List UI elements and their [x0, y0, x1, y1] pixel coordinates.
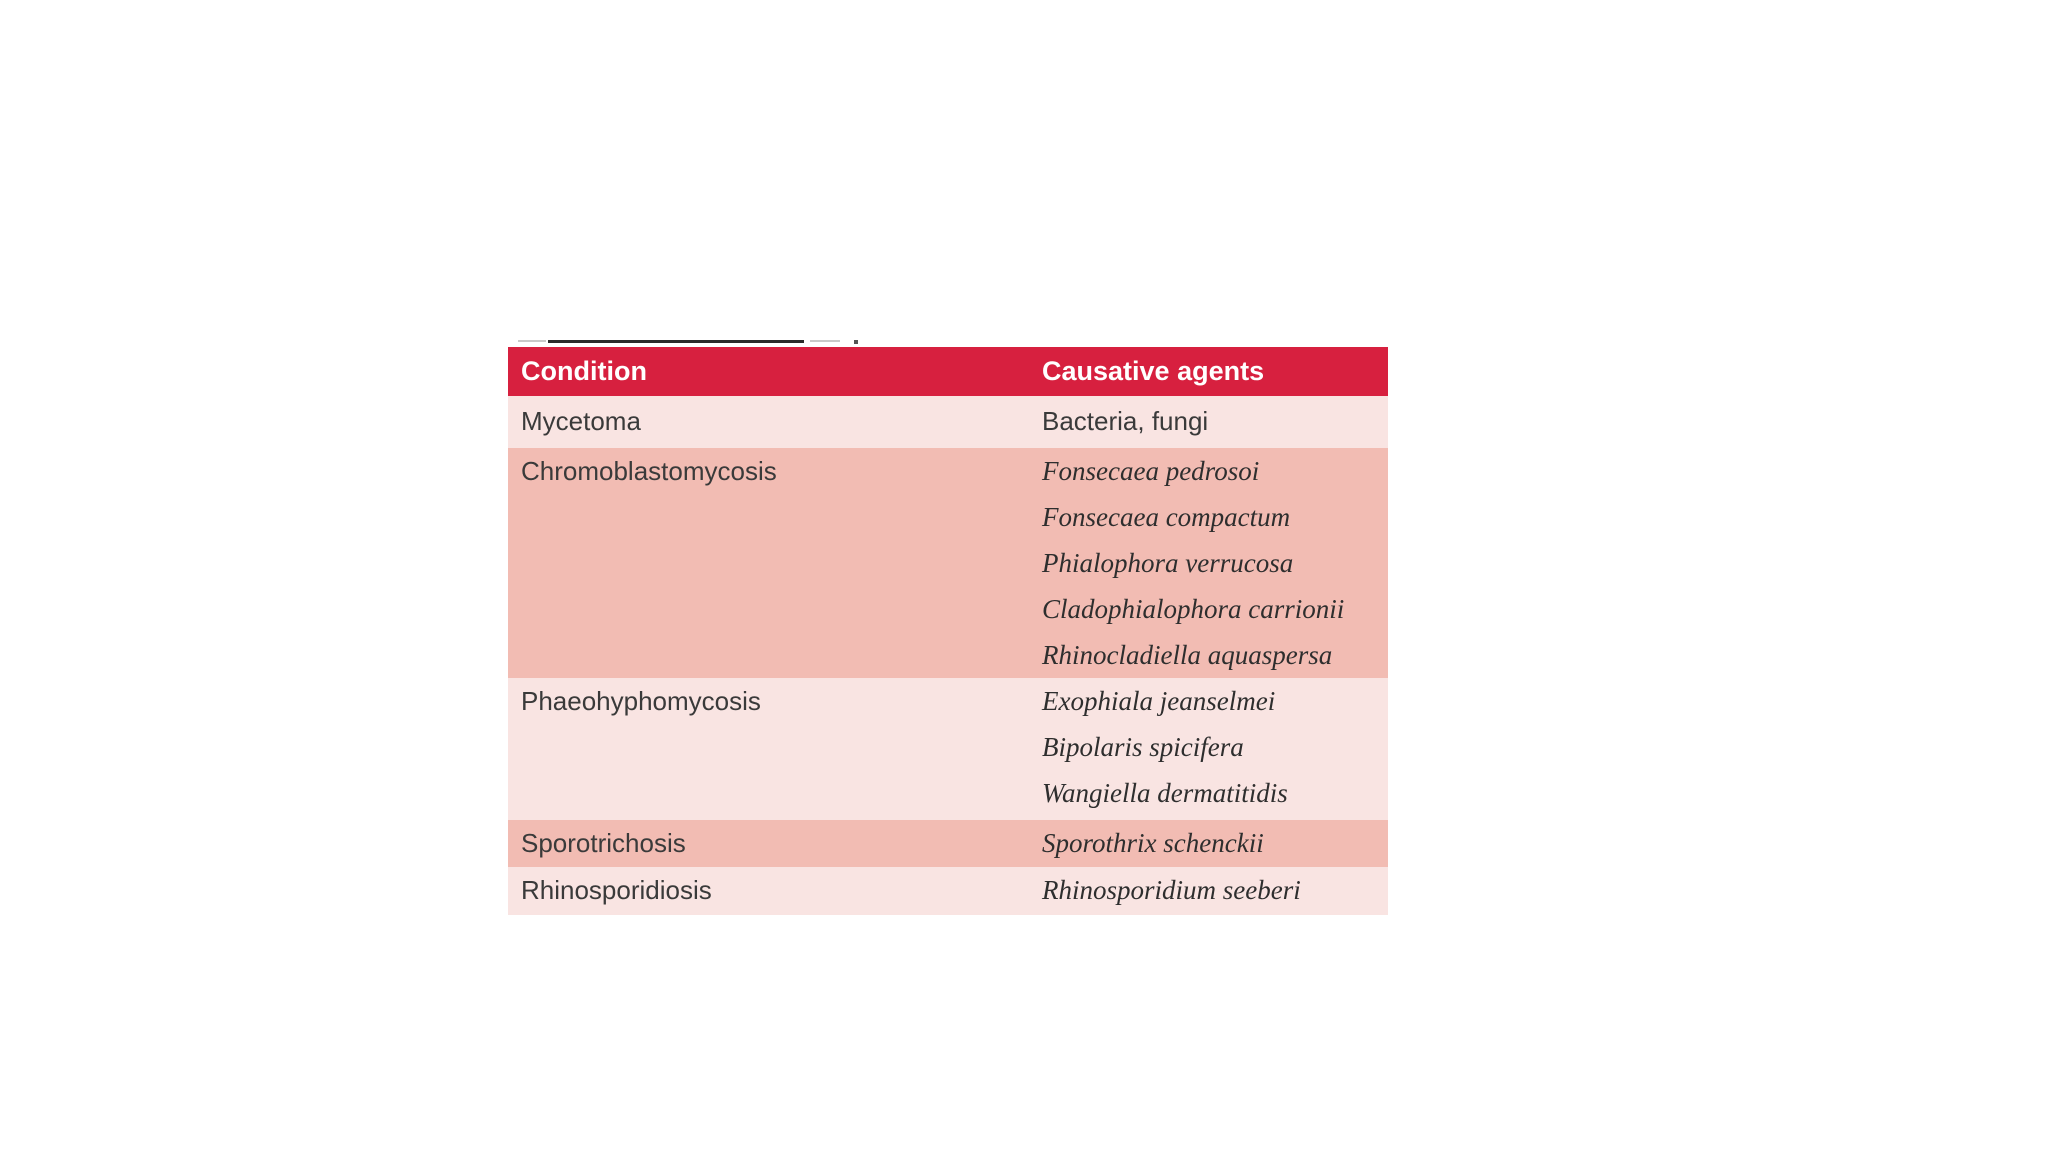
table-row — [508, 448, 1388, 678]
table-row — [508, 396, 1388, 448]
header-causative-agents: Causative agents — [1042, 356, 1265, 386]
condition-cell: Chromoblastomycosis — [521, 456, 777, 486]
agent-item: Exophiala jeanselmei — [1042, 686, 1276, 716]
agents-cell — [1042, 396, 1388, 446]
condition-cell: Phaeohyphomycosis — [521, 686, 761, 716]
agents-cell — [1042, 820, 1388, 866]
conditions-table — [508, 347, 1388, 915]
agent-item: Phialophora verrucosa — [1042, 548, 1294, 578]
table-row — [508, 678, 1388, 820]
cropped-top-rule — [518, 340, 858, 344]
agent-item: Cladophialophora carrionii — [1042, 594, 1345, 624]
agents-cell — [1042, 448, 1388, 678]
agent-item: Rhinocladiella aquaspersa — [1042, 640, 1333, 670]
agents-cell — [1042, 678, 1388, 816]
header-condition: Condition — [521, 356, 647, 386]
agent-item: Rhinosporidium seeberi — [1042, 875, 1301, 905]
agent-item: Fonsecaea compactum — [1042, 502, 1291, 532]
table-row — [508, 820, 1388, 867]
table-row — [508, 867, 1388, 915]
agent-item: Bacteria, fungi — [1042, 406, 1209, 436]
rule-segment — [548, 340, 804, 343]
agent-item: Sporothrix schenckii — [1042, 828, 1264, 858]
rule-segment — [810, 340, 840, 342]
condition-cell: Mycetoma — [521, 406, 641, 436]
agents-cell — [1042, 867, 1388, 913]
rule-segment — [854, 340, 858, 344]
agent-item: Fonsecaea pedrosoi — [1042, 456, 1260, 486]
table-header — [508, 347, 1388, 396]
condition-cell: Sporotrichosis — [521, 828, 686, 858]
rule-segment — [518, 340, 546, 342]
agent-item: Bipolaris spicifera — [1042, 732, 1244, 762]
condition-cell: Rhinosporidiosis — [521, 875, 712, 905]
agent-item: Wangiella dermatitidis — [1042, 778, 1288, 808]
